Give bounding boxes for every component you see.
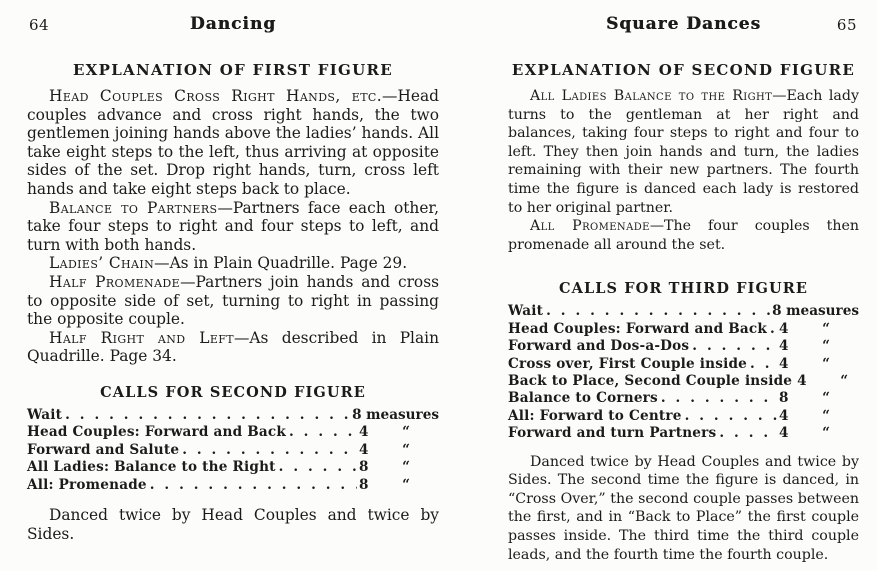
paragraph-lead: Head Couples Cross Right Hands, etc. [49,87,383,105]
call-label: All: Promenade [27,476,147,493]
call-row [508,373,859,390]
call-unit: “ [822,407,830,424]
left-running-head [27,14,439,36]
call-dot-leader [546,303,770,320]
paragraph [27,87,439,199]
left-section-heading: EXPLANATION OF FIRST FIGURE [72,61,394,79]
call-label: Forward and Dos-a-Dos [508,338,690,355]
paragraph-lead: Half Right and Left [49,328,235,347]
call-row [508,408,859,425]
call-value: 4 [779,407,789,424]
call-value: 4 [359,441,369,458]
right-running-head [508,14,859,36]
call-row [508,425,859,442]
call-row [508,321,859,338]
paragraph-lead: Half Promenade [49,272,181,291]
left-page-number: 64 [29,16,50,34]
right-calls-table [508,303,859,442]
call-dot-leader [692,338,777,355]
right-calls-heading: CALLS FOR THIRD FIGURE [558,280,809,298]
right-page-number: 65 [836,16,857,34]
call-dot-leader [685,408,777,425]
call-value: 4 [797,372,807,389]
call-row [508,390,859,407]
call-dot-leader [770,321,777,338]
call-unit: “ [402,476,410,493]
call-dot-leader [182,442,357,459]
paragraph-text: —The four couples then promenade all around the set. [508,218,859,253]
call-label: Forward and turn Partners [508,425,717,442]
left-closing-note: Danced twice by Head Couples and twice by Sides. [27,505,439,543]
call-unit: “ [822,390,830,407]
call-unit: “ [822,320,830,337]
call-label: Wait [27,406,63,423]
paragraph-lead: Ladies’ Chain [49,254,155,273]
call-label: Cross over, First Couple inside [508,355,748,372]
paragraph-lead: All Ladies Balance to the Right [530,88,773,104]
call-dot-leader [661,390,777,407]
right-closing-note: Danced twice by Head Couples and twice by Sides. The second time the figure is danced, in “Cross Over,” the second couple passes between the first, and in “Back to Place” the first couple passes inside. The third time the third couple leads, and the fourth time the fourth couple. [508,453,859,563]
call-dot-leader [150,477,357,494]
call-unit: “ [822,338,830,355]
paragraph [27,199,439,255]
paragraph-text: —Partners join hands and cross to opposite side of set, turning to right in passing the opposite couple. [27,272,439,329]
call-dot-leader [289,424,357,441]
call-dot-leader [750,356,777,373]
call-value: 4 [779,425,789,442]
call-label: All Ladies: Balance to the Right [27,459,276,476]
call-value: 4 [779,320,789,337]
paragraph-text: —Head couples advance and cross right hands, the two gentlemen joining hands above the ladies’ hands. All take eight steps to the left, thus arriving at opposite sides of the set. Drop right hands, turn, cross left hands and take eight steps back to place. [27,87,439,198]
call-value: 4 [779,338,789,355]
call-value: 8 [772,303,782,320]
left-body-text [27,87,439,366]
call-row [508,303,859,320]
call-label: Back to Place, Second Couple inside [508,372,793,389]
call-unit: measures [786,303,859,320]
call-value: 8 [359,459,369,476]
call-label: Head Couples: Forward and Back [27,424,286,441]
call-value: 4 [779,355,789,372]
right-page [508,14,859,564]
call-unit: “ [822,425,830,442]
call-row [508,338,859,355]
call-dot-leader [65,407,350,424]
paragraph-text: —Each lady turns to the gentleman at her right and balances, taking four steps to right and four to left. They then join hands and turn, the ladies remaining with their new partners. The fourth time the figure is danced each lady is restored to her original partner. [508,88,859,216]
call-row [27,459,439,476]
call-unit: “ [822,355,830,372]
paragraph [508,217,859,254]
call-row [27,477,439,494]
paragraph [27,329,439,366]
left-page [27,14,439,543]
paragraph [27,254,439,273]
call-unit: “ [402,424,410,441]
paragraph-text: —As in Plain Quadrille. Page 29. [154,254,408,273]
left-calls-heading: CALLS FOR SECOND FIGURE [100,383,366,401]
right-body-text [508,87,859,254]
left-running-title: Dancing [189,14,277,34]
call-label: Forward and Salute [27,441,180,458]
call-label: Wait [508,303,544,320]
paragraph-text: —As described in Plain Quadrille. Page 34. [27,328,439,366]
right-section-heading: EXPLANATION OF SECOND FIGURE [511,61,856,79]
call-dot-leader [719,425,777,442]
call-label: Head Couples: Forward and Back [508,320,767,337]
call-unit: “ [840,372,849,389]
paragraph-lead: Balance to Partners [49,198,218,217]
call-row [27,424,439,441]
call-value: 8 [352,406,362,423]
call-value: 4 [359,424,369,441]
call-row [508,356,859,373]
paragraph-text: —Partners face each other, take four steps to right and four steps to left, and turn with both hands. [27,198,439,254]
call-label: All: Forward to Centre [508,407,682,424]
call-row [27,442,439,459]
call-unit: “ [402,459,410,476]
call-unit: “ [402,441,410,458]
paragraph [27,273,439,329]
left-calls-table [27,407,439,494]
call-value: 8 [359,476,369,493]
right-running-title: Square Dances [605,14,762,34]
call-value: 8 [779,390,789,407]
paragraph [508,87,859,217]
call-unit: measures [366,406,439,423]
call-row [27,407,439,424]
call-label: Balance to Corners [508,390,658,407]
paragraph-lead: All Promenade [530,218,650,235]
call-dot-leader [279,459,357,476]
